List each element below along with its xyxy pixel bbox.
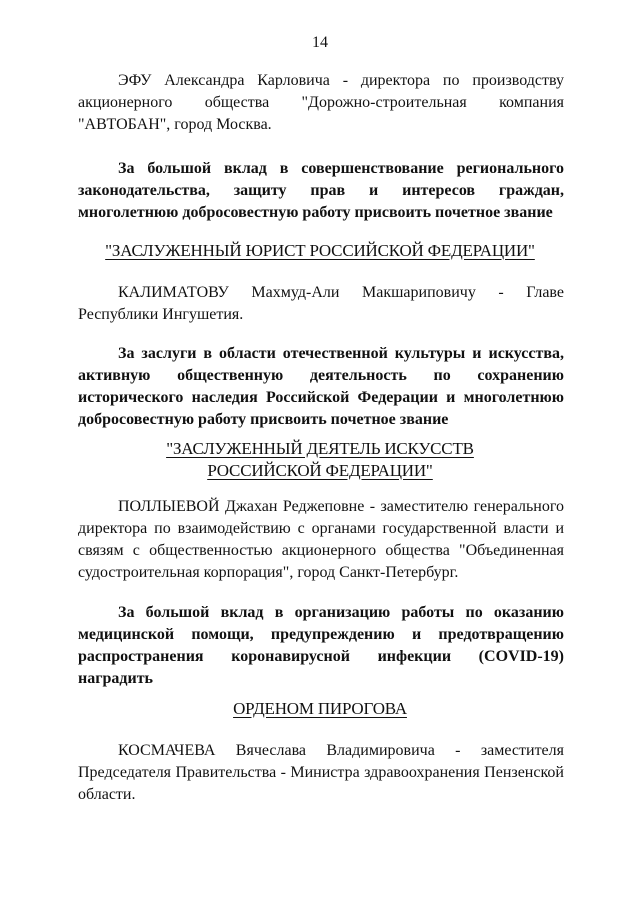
decree-paragraph-3: За большой вклад в организацию работы по оказанию медицинской помощи, предупреждению и предотвращению распространения коронавирусной инфекции (COVID-19) наградить <box>78 604 564 687</box>
order-title-pirogov <box>0 698 640 720</box>
award-entry-kosmachev: КОСМАЧЕВА Вячеслава Владимировича - заместителя Председателя Правительства - Министра здравоохранения Пензенской области. <box>78 742 564 803</box>
award-entry-efu: ЭФУ Александра Карловича - директора по производству акционерного общества "Дорожно-строительная компания "АВТОБАН", город Москва. <box>78 72 564 133</box>
page-number: 14 <box>312 34 328 51</box>
honorary-title-arts-line1: "ЗАСЛУЖЕННЫЙ ДЕЯТЕЛЬ ИСКУССТВ <box>166 439 474 458</box>
honorary-title-arts <box>0 438 640 482</box>
honorary-title-lawyer <box>0 240 640 262</box>
honorary-title-lawyer-text: "ЗАСЛУЖЕННЫЙ ЮРИСТ РОССИЙСКОЙ ФЕДЕРАЦИИ" <box>105 241 535 260</box>
honorary-title-arts-line2: РОССИЙСКОЙ ФЕДЕРАЦИИ" <box>207 461 433 480</box>
decree-paragraph-2: За заслуги в области отечественной культуры и искусства, активную общественную деятельность по сохранению исторического наследия Российской Федерации и многолетнюю добросовестную работу присвоить почетное звание <box>78 345 564 428</box>
award-entry-pollyeva: ПОЛЛЫЕВОЙ Джахан Реджеповне - заместителю генерального директора по взаимодействию с органами государственной власти и связям с общественностью акционерного общества "Объединенная судостроительная корпорация", город Санкт-Петербург. <box>78 498 564 581</box>
decree-paragraph-1: За большой вклад в совершенствование регионального законодательства, защиту прав и интересов граждан, многолетнюю добросовестную работу присвоить почетное звание <box>78 160 564 221</box>
order-title-pirogov-text: ОРДЕНОМ ПИРОГОВА <box>233 699 407 718</box>
award-entry-kalimatov: КАЛИМАТОВУ Махмуд-Али Макшариповичу - Главе Республики Ингушетия. <box>78 284 564 323</box>
